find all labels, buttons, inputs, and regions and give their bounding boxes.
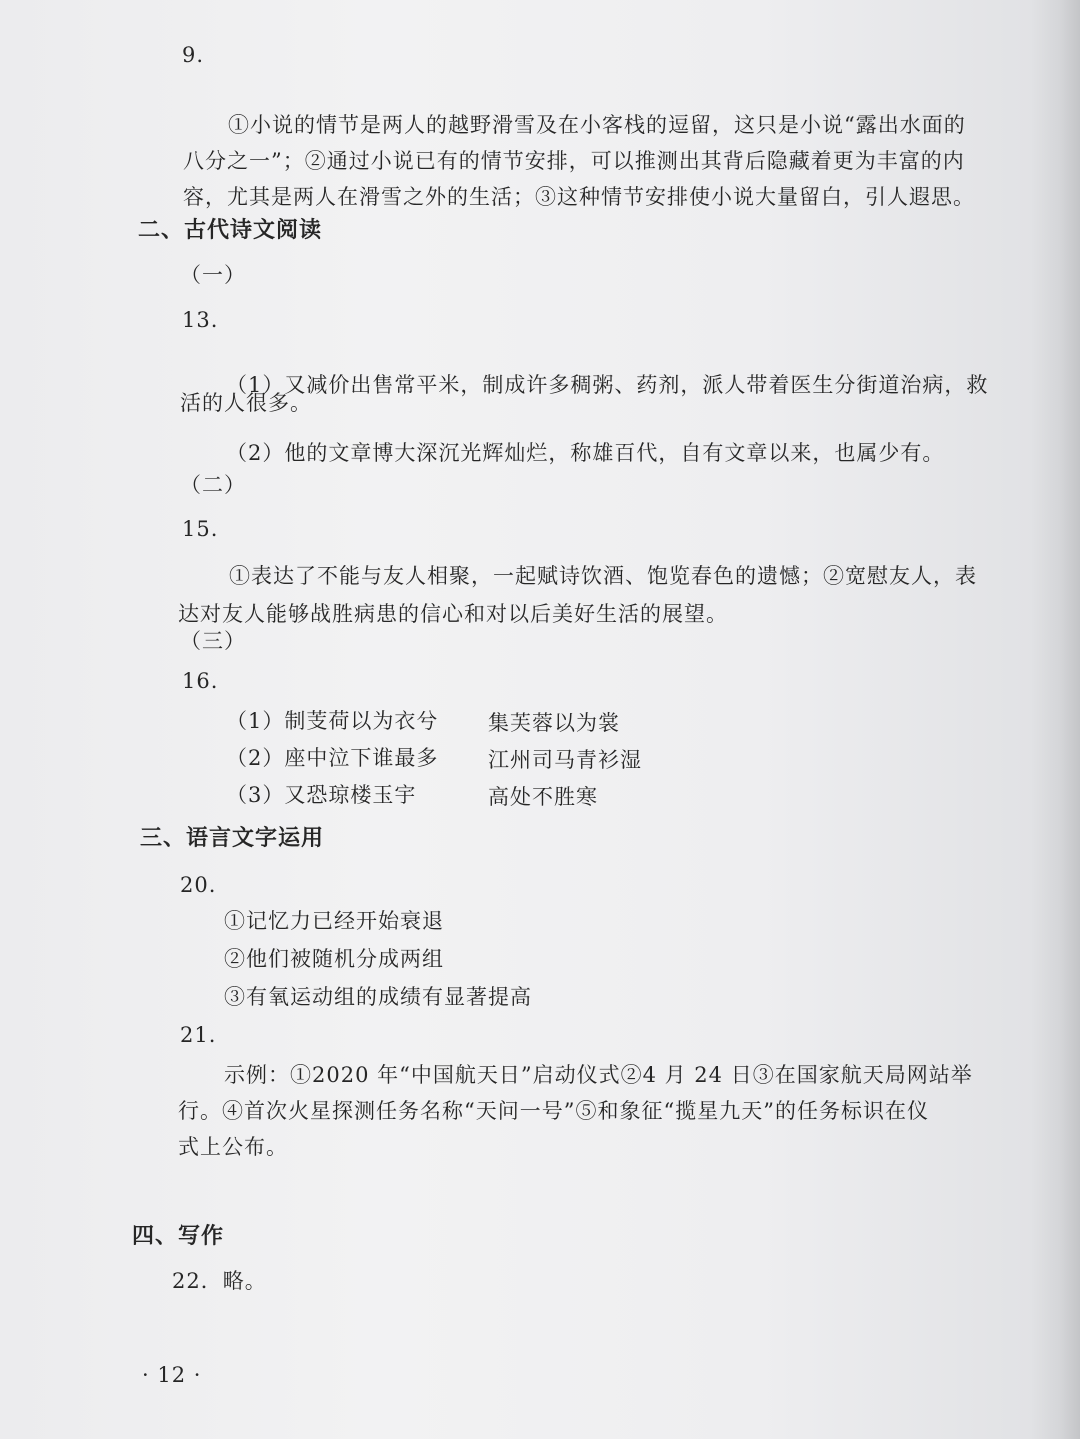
q16-number: 16. [182,669,219,693]
q9-line-3: 容，尤其是两人在滑雪之外的生活；③这种情节安排使小说大量留白，引人遐思。 [183,185,975,209]
q20-line-1: ①记忆力已经开始衰退 [224,909,444,933]
q13-line-3: （2）他的文章博大深沉光辉灿烂，称雄百代，自有文章以来，也属少有。 [226,441,945,465]
q16-row-3-second: 高处不胜寒 [488,785,598,809]
q20-line-2: ②他们被随机分成两组 [224,947,444,971]
q15-line-1: ①表达了不能与友人相聚，一起赋诗饮酒、饱览春色的遗憾；②宽慰友人，表 [229,564,977,588]
section-4-title: 四、写作 [132,1224,225,1249]
section-3-title: 三、语言文字运用 [140,826,325,851]
q13-line-2: 活的人很多。 [180,391,312,415]
paper-fold-shadow [1030,0,1080,1439]
q9-line-2: 八分之一”；②通过小说已有的情节安排，可以推测出其背后隐藏着更为丰富的内 [183,149,965,173]
q22-answer: 22．略。 [172,1269,267,1293]
part-2-label: （二） [180,473,246,497]
page-number: · 12 · [142,1363,202,1387]
q21-line-2: 行。④首次火星探测任务名称“天问一号”⑤和象征“揽星九天”的任务标识在仪 [178,1099,929,1123]
q16-row-1-second: 集芙蓉以为裳 [488,711,620,735]
q21-number: 21. [180,1023,217,1047]
q9-line-1: ①小说的情节是两人的越野滑雪及在小客栈的逗留，这只是小说“露出水面的 [228,113,966,137]
q20-number: 20. [180,873,217,897]
part-1-label: （一） [180,263,246,287]
q21-line-3: 式上公布。 [178,1135,288,1159]
q16-row-2-first: （2）座中泣下谁最多 [226,746,439,770]
q21-line-1: 示例：①2020 年“中国航天日”启动仪式②4 月 24 日③在国家航天局网站举 [224,1063,973,1087]
q16-row-3-first: （3）又恐琼楼玉宇 [226,783,417,807]
q15-line-2: 达对友人能够战胜病患的信心和对以后美好生活的展望。 [178,602,728,626]
q20-line-3: ③有氧运动组的成绩有显著提高 [224,985,532,1009]
q9-number: 9. [182,43,205,67]
q16-row-1-first: （1）制芰荷以为衣兮 [226,709,439,733]
q13-number: 13. [182,308,219,332]
q16-row-2-second: 江州司马青衫湿 [488,748,642,772]
q15-number: 15. [182,517,219,541]
q13-line-1: （1）又减价出售常平米，制成许多稠粥、药剂，派人带着医生分街道治病，救 [226,373,989,397]
part-3-label: （三） [180,629,246,653]
section-2-title: 二、古代诗文阅读 [138,218,323,243]
